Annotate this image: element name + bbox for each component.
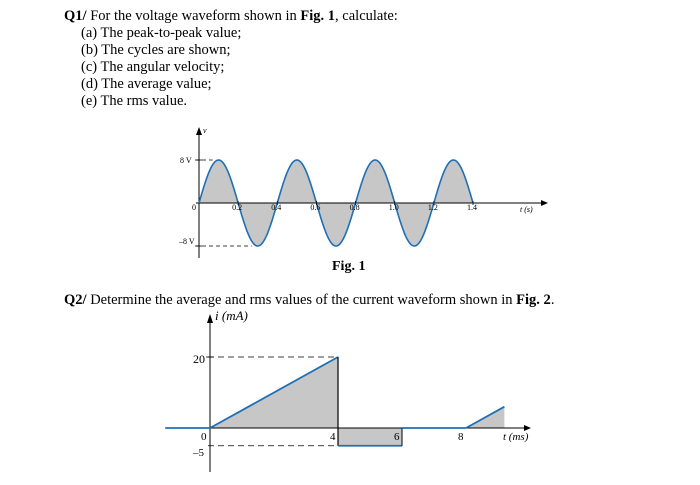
figure-1-neg-level-label: –8 V	[179, 237, 195, 246]
question-1-item-a: (a) The peak-to-peak value;	[81, 25, 242, 41]
figure-1-pos-level-label: 8 V	[180, 156, 192, 165]
question-1-item-d: (d) The average value;	[81, 76, 212, 92]
figure-2-y-axis-arrow	[207, 314, 213, 323]
question-1-item-b: (b) The cycles are shown;	[81, 42, 231, 58]
figure-1-y-label: v	[203, 126, 207, 135]
figure-2-top-level-label: 20	[193, 352, 205, 366]
question-2-intro: Determine the average and rms values of the current waveform shown in	[86, 292, 517, 308]
question-2-intro-end: .	[550, 292, 555, 308]
question-1-label: Q1/	[64, 8, 87, 24]
figure-1-tick-label: 1.2	[427, 203, 438, 212]
figure-2-tick-label: 4	[330, 431, 336, 443]
figure-1-tick-label: 0.8	[349, 203, 360, 212]
figure-2-tick-label: 6	[394, 431, 400, 443]
figure-1-caption: Fig. 1	[332, 259, 366, 274]
figure-2-y-label: i (mA)	[215, 308, 248, 323]
question-1-intro: For the voltage waveform shown in	[86, 8, 301, 24]
figure-1-origin-label: 0	[192, 203, 196, 212]
question-1-fig-ref: Fig. 1	[300, 8, 336, 24]
figure-1-tick-label: 0.6	[310, 203, 321, 212]
question-2-label: Q2/	[64, 292, 87, 308]
question-1-intro-end: , calculate:	[335, 8, 398, 24]
figure-2-origin-label: 0	[201, 431, 207, 443]
figure-1-tick-label: 0.4	[271, 203, 282, 212]
figure-1-tick-label: 1.0	[388, 203, 399, 212]
question-2-fig-ref: Fig. 2	[516, 292, 551, 308]
figure-2-x-label: t (ms)	[503, 431, 529, 443]
figure-1-x-label: t (s)	[520, 205, 533, 214]
question-1-item-c: (c) The angular velocity;	[81, 59, 225, 75]
figure-2-negative-fill	[338, 428, 402, 446]
figure-2-bottom-level-label: –5	[193, 447, 204, 459]
figure-1-tick-label: 0.2	[232, 203, 243, 212]
figure-2-tick-label: 8	[458, 431, 464, 443]
figure-1-tick-label: 1.4	[467, 203, 477, 212]
question-1-item-e: (e) The rms value.	[81, 93, 188, 109]
